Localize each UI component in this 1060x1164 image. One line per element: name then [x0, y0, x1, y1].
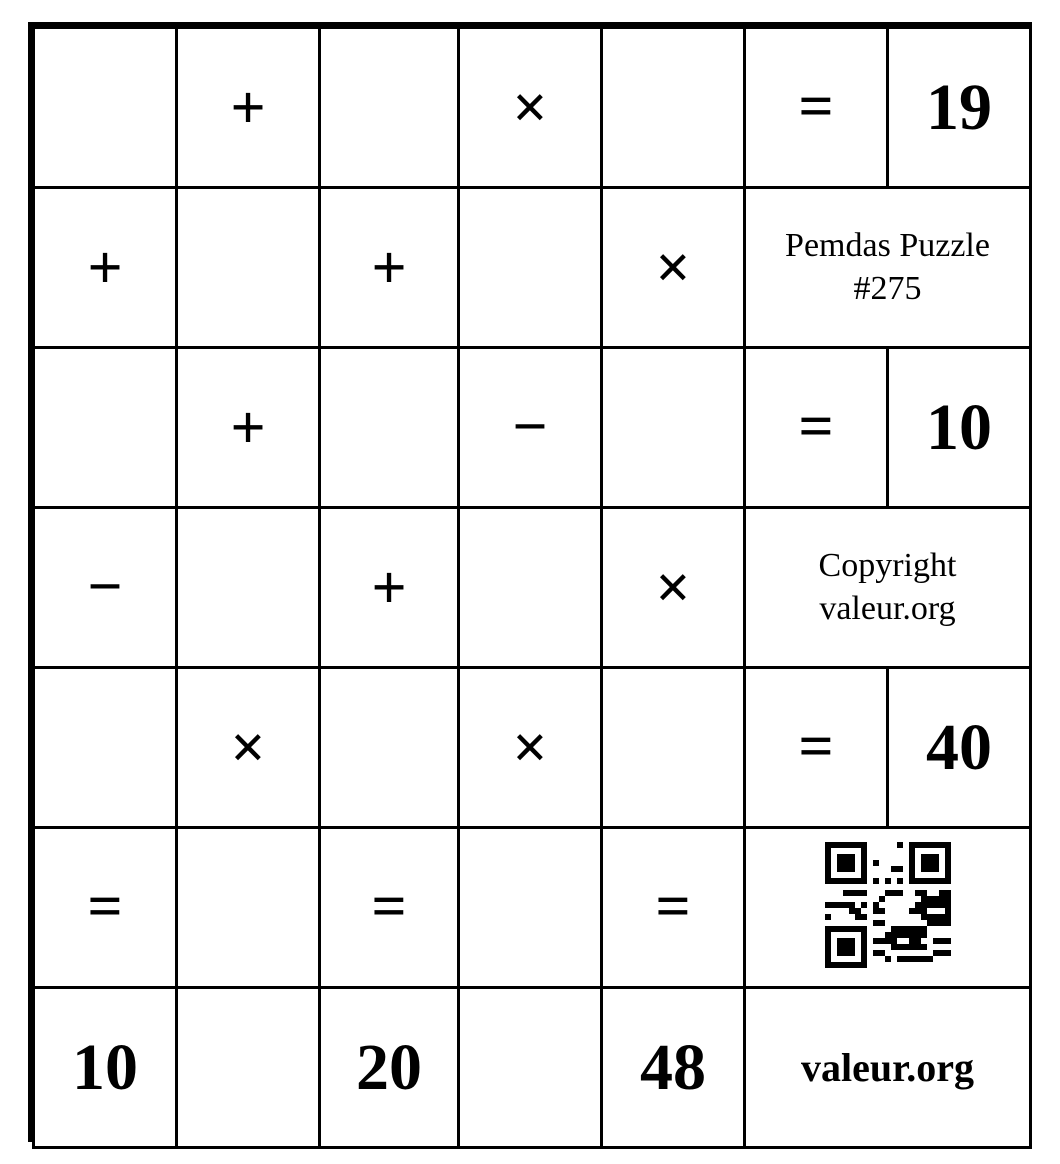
grid-row [34, 188, 1031, 348]
puzzle-title: Pemdas Puzzle [785, 227, 990, 264]
grid-row [34, 508, 1031, 668]
cell-shaded-r6c2 [177, 828, 320, 988]
copyright-cell [745, 508, 1031, 668]
cell-empty-r3c5[interactable] [602, 348, 745, 508]
cell-equals-c3: = [320, 828, 459, 988]
cell-empty-r5c3[interactable] [320, 668, 459, 828]
cell-equals-c5: = [602, 828, 745, 988]
cell-operator-r2c5: × [602, 188, 745, 348]
cell-shaded-r4c2 [177, 508, 320, 668]
cell-operator-r4c5: × [602, 508, 745, 668]
cell-shaded-r7c4 [459, 988, 602, 1148]
cell-shaded-r2c4 [459, 188, 602, 348]
cell-empty-r3c1[interactable] [34, 348, 177, 508]
cell-empty-r1c3[interactable] [320, 28, 459, 188]
cell-equals-c1: = [34, 828, 177, 988]
cell-shaded-r6c4 [459, 828, 602, 988]
puzzle-title-cell [745, 188, 1031, 348]
cell-row-result-r1: 19 [888, 28, 1031, 188]
grid-row [34, 28, 1031, 188]
grid-row [34, 668, 1031, 828]
grid-row [34, 988, 1031, 1148]
qr-code-icon [825, 842, 951, 968]
puzzle-number: #275 [853, 269, 922, 307]
qr-code-cell [745, 828, 1031, 988]
copyright-line-2: valeur.org [819, 589, 956, 627]
cell-shaded-r4c4 [459, 508, 602, 668]
cell-operator-r2c3: + [320, 188, 459, 348]
cell-empty-r5c5[interactable] [602, 668, 745, 828]
cell-operator-r4c1: − [34, 508, 177, 668]
cell-operator-r3c2: + [177, 348, 320, 508]
cell-shaded-r7c2 [177, 988, 320, 1148]
cell-operator-r1c4: × [459, 28, 602, 188]
cell-operator-r1c2: + [177, 28, 320, 188]
cell-operator-r5c4: × [459, 668, 602, 828]
cell-shaded-r2c2 [177, 188, 320, 348]
puzzle-grid [32, 26, 1032, 1149]
grid-row [34, 348, 1031, 508]
brand-label: valeur.org [745, 988, 1031, 1148]
cell-operator-r4c3: + [320, 508, 459, 668]
cell-empty-r3c3[interactable] [320, 348, 459, 508]
cell-equals-r5: = [745, 668, 888, 828]
cell-empty-r1c1[interactable] [34, 28, 177, 188]
cell-empty-r5c1[interactable] [34, 668, 177, 828]
cell-empty-r1c5[interactable] [602, 28, 745, 188]
cell-column-result-c5: 48 [602, 988, 745, 1148]
cell-equals-r3: = [745, 348, 888, 508]
cell-column-result-c1: 10 [34, 988, 177, 1148]
cell-operator-r2c1: + [34, 188, 177, 348]
cell-equals-r1: = [745, 28, 888, 188]
cell-row-result-r5: 40 [888, 668, 1031, 828]
cell-operator-r5c2: × [177, 668, 320, 828]
cell-operator-r3c4: − [459, 348, 602, 508]
copyright-line-1: Copyright [818, 547, 957, 584]
pemdas-puzzle-board [28, 22, 1032, 1142]
cell-row-result-r3: 10 [888, 348, 1031, 508]
grid-row [34, 828, 1031, 988]
cell-column-result-c3: 20 [320, 988, 459, 1148]
